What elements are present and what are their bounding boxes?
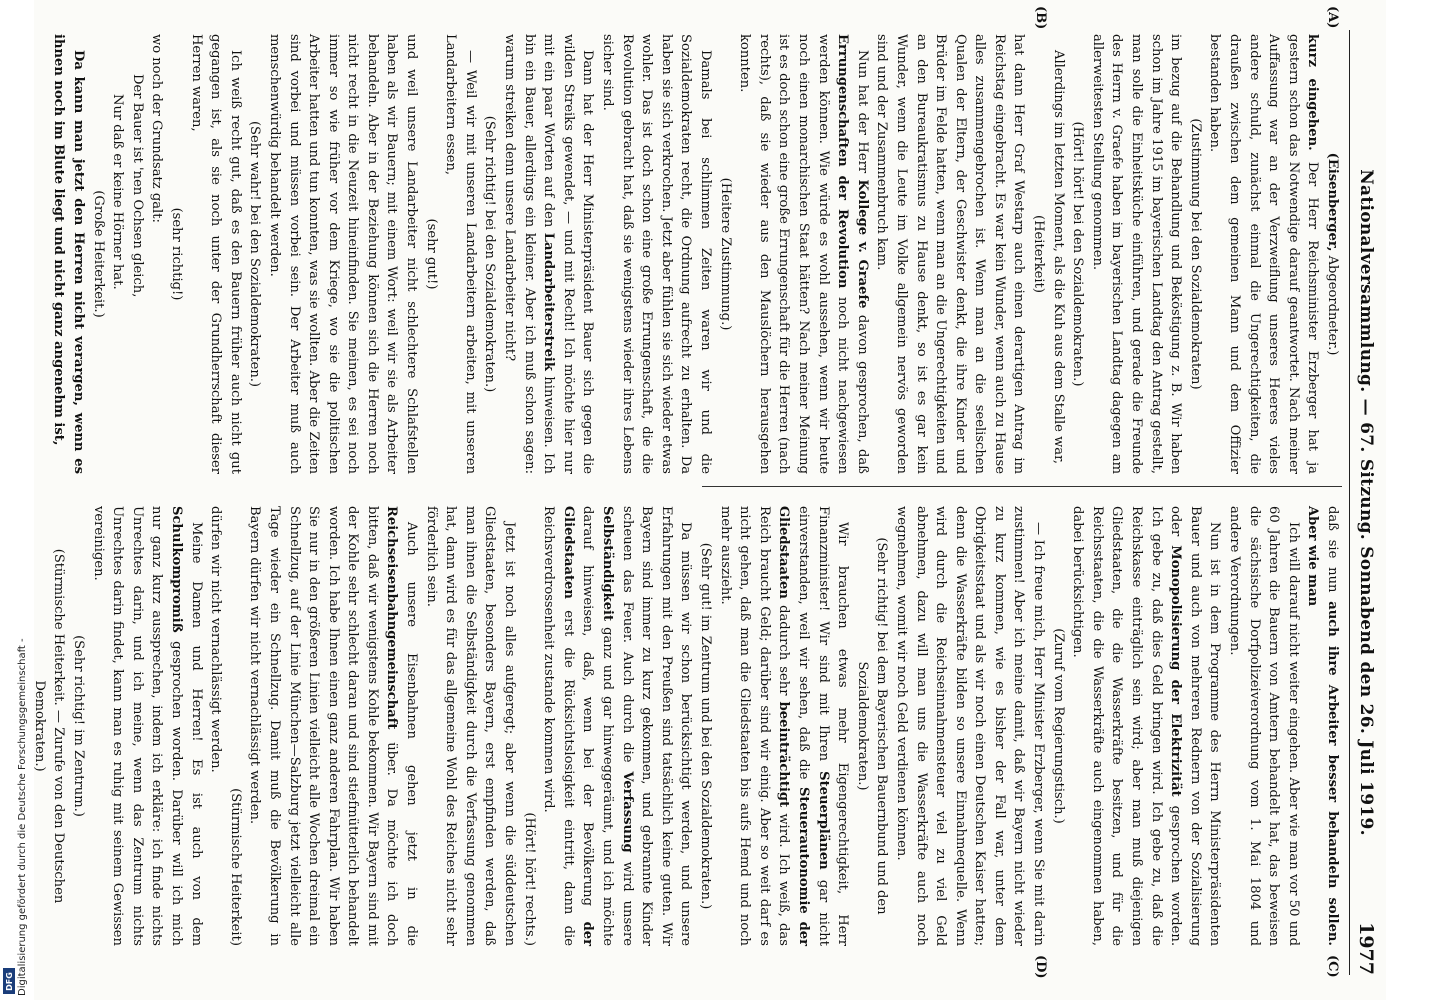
header-title: Nationalversammlung. — 67. Sitzung. Sonnabend den 26. Juli 1919. [1356, 169, 1376, 836]
text-run: Der Herr Reichsminister Erzberger hat ja gestern schon das Notwendige darauf geantwortet. Nach meiner Auffassung war an der Verzweiflung unseres Heeres vieles andere schuld, zunächst einmal die Ungerechtigkeiten, die draußen zwischen dem gemeinen Mann und dem Offizier bestanden haben. [1207, 34, 1321, 474]
page-number: 1977 [1355, 922, 1377, 975]
paragraph: Ich will darauf nicht weiter eingehen. Aber wie man vor 50 und 60 Jahren die Bauern von Amtern behandelt hat, das beweisen die sächsische Dorfpolizeiverordnung vom 1. Mai 1804 und andere Verordnungen. [1227, 506, 1301, 946]
paragraph [539, 506, 696, 946]
text-run: wird. Ich weiß, das Reich braucht Geld; darüber sind wir einig. Aber so weit darf es nicht gehen, daß man die Gliedstaaten bis aufs Hemd und noch mehr auszieht. [717, 506, 792, 946]
text-run: erst die Rücksichtslosigkeit eintritt, dann die Reichsverdrossenheit zustande kommen wird. [541, 506, 576, 946]
dfg-logo-text: DFG [4, 971, 14, 991]
paragraph: wo noch der Grundsatz galt: [149, 34, 165, 223]
bold-run: Steuerplänen [815, 771, 831, 870]
text-run: gar nicht einverstanden, weil wir sehen, daß die [795, 506, 831, 947]
bold-run: Da kann man jetzt den Herren nicht verargen, wenn es ihnen noch im Blute liegt und nicht ganz angenehm ist, [51, 34, 86, 474]
text-run: wird unsere [619, 861, 635, 946]
paragraph: im bezug auf die Behandlung und Beköstigung z. B. Wir haben schon im Jahre 1915 im bayerischen Landtag den Antrag gestellt, man solle die Einheitsküche einführen, und gerade die Freunde des Herrn v. Graefe haben im bayerischen Landtag dagegen am allerweitesten Stellung genommen. [1089, 34, 1184, 474]
margin-marker-a: (A) [1325, 6, 1340, 29]
interjection: (sehr gut!) [423, 218, 439, 290]
bold-run: beeinträchtigt [776, 701, 792, 808]
paragraph [499, 34, 597, 474]
bold-run: Schulkompromiß [168, 506, 184, 633]
speaker-name: (Eisenberger, [1325, 152, 1340, 252]
paragraph: Jetzt ist noch alles aufgeregt; aber wenn die süddeutschen Gliedstaaten, besonders Bayern, erst empfinden werden, daß man ihnen die Selbständigkeit durch die Verfassung genommen hat, dann wird es für das allgemeine Wohl des Reiches nicht sehr förderlich sein. [423, 506, 518, 946]
text-run: dadurch sehr [776, 605, 792, 696]
page-header [1349, 30, 1380, 975]
text-run: Wir brauchen etwas mehr Eigengerechtigkeit, Herr Finanzminister! Wir sind mit Ihren [815, 506, 851, 946]
interjection: (Stürmische Heiterkeit) [227, 788, 243, 946]
paragraph [49, 34, 88, 474]
verse-line: Nur daß er keine Hörner hat. [110, 94, 126, 290]
text-run: Dann hat der Herr Ministerpräsident Bauer sich gegen die wilden Streiks gewendet, — und mit Recht! Ich möchte hier nur mit ein paar Worten auf den [541, 34, 596, 474]
bold-run: Errungenschaften der Revolution [835, 34, 851, 289]
bold-run: Monopolisierung der Elektrizität [1168, 545, 1184, 797]
paragraph: dürfen wir nicht vernachlässigt werden. [208, 506, 224, 773]
bold-run: Reichseisenbahngemeinschaft [384, 506, 400, 730]
dfg-logo [3, 968, 15, 994]
digitization-credit [4, 606, 28, 996]
interjection: (Hört! hört! bei den Sozialdemokraten.) [1070, 121, 1086, 387]
interjection: (Zustimmung bei den Sozialdemokraten) [1187, 118, 1203, 390]
digitization-note: Digitalisierung gefördert durch die Deutsche Forschungsgemeinschaft - [17, 638, 28, 996]
paragraph [1205, 34, 1323, 474]
speaker-role: Abgeordneter.) [1325, 255, 1340, 356]
bold-run: Verfassung [619, 771, 635, 853]
interjection: (Stürmische Heiterkeit. — Zurufe von den Deutschen Demokraten.) [31, 548, 67, 904]
text-run: über. Da möchte ich doch bitten, daß wir wenigstens Kohle bekommen. Wir Bayern sind mit der Kohle sehr schlecht daran und sind stiefmütterlich behandelt worden. Ich habe Ihnen einen ganz anderen Fahrplan. Wir haben Sie nur in den größeren Linien vielleicht alle Wochen dreimal ein Schnellzug, auf der Linie München—Salzburg jetzt vielleicht alle Tage wieder ein Schnellzug. Damit muß die Bevölkerung in Bayern dürfen wir nicht vernachlässigt werden. [247, 506, 400, 946]
paragraph: und weil unsere Landarbeiter nicht schlechtere Schlafstellen haben als wir Bauern; mit einem Wort: weil wir sie als Arbeiter behandeln. Aber in der Beziehung können sich die Herren noch nicht recht in die Neuzeit hineinfinden. Sie meinen, es sei noch immer so wie früher vor dem Kriege, wo sie die politischen Arbeiter hatten und tun konnten, was sie wollten. Aber die Zeiten sind vorbei und müssen vorbei sein. Der Arbeiter muß auch menschenwürdig behandelt werden. [266, 34, 420, 474]
margin-marker-c: (C) [1325, 955, 1340, 978]
interjection: (Sehr richtig! bei den Sozialdemokraten.) [482, 115, 498, 393]
interjection: (Sehr wahr! bei den Sozialdemokraten.) [247, 120, 263, 388]
column-divider [702, 486, 1342, 487]
paragraph [245, 506, 421, 946]
text-run: Nun ist in dem Programme des Herrn Ministerpräsidenten Bauer und auch von mehreren Rednern von der Sozialisierung oder [1168, 506, 1223, 946]
interjection: (Heitere Zustimmung.) [717, 177, 733, 331]
paragraph [735, 34, 872, 474]
paragraph [1068, 506, 1225, 946]
verse-line: Der Bauer ist 'nen Ochsen gleich, [129, 74, 145, 298]
margin-marker-b: (B) [1033, 6, 1048, 30]
text-run: daß sie nun [1325, 506, 1340, 593]
paragraph: — Weil wir mit unseren Landarbeitern arbeiten, mit unseren Landarbeitern essen, [443, 34, 478, 474]
interjection: (sehr richtig!) [168, 207, 184, 301]
bold-run: der Gliedstaaten [560, 506, 596, 946]
paragraph: Allerdings im letzten Moment, als die Kuh aus dem Stalle war, [1050, 50, 1066, 465]
text-run: gesprochen worden. Ich gebe zu, daß dies Geld bringen wird. Ich gebe zu, daß die Reichskasse einträglich sein wird; aber man muß diejenigen Gliedstaaten, die die Wasserkräfte besitzen, und für die Reichsstaaten, die die Wasserkräfte auch eingenommen haben, dabei berücksichtigen. [1070, 506, 1184, 946]
text-run: noch nicht nachgewiesen werden können. Wie würde es wohl aussehen, wenn wir heute noch einen monarchischen Staat hätten? Nach meiner Meinung ist es doch schon eine große Errungenschaft für die Herren (nach rechts), daß sie wieder aus den Mauslöchern herausgehen konnten. [737, 34, 851, 474]
interjection: (Heiterkeit) [1031, 215, 1047, 293]
margin-marker-d: (D) [1033, 955, 1048, 979]
text-run: Nun hat der Herr [854, 50, 870, 174]
paragraph [88, 506, 206, 946]
document-page [31, 0, 1386, 1000]
paragraph [715, 506, 852, 946]
bold-run: auch ihre Arbeiter besser behandeln sollen. [1325, 601, 1340, 946]
text-run: Da müssen wir schon berücksichtigt werden, und unsere Erfahrungen mit den Preußen sind tatsächlich keine guten. Wir Bayern sind immer zu kurz gekommen, und gebrannte Kinder scheuen das Feuer. Auch durch die [619, 506, 694, 946]
interjection: (Sehr richtig! bei dem Bayerischen Bauernbund und den Sozialdemokraten.) [854, 537, 890, 915]
paragraph [1303, 506, 1342, 946]
text-run: hinweisen. Ich bin ein Bauer, allerdings ein kleiner. Aber ich muß schon sagen: warum streiken denn unsere Landarbeiter nicht? [502, 34, 557, 474]
paragraph: Damals bei schlimmen Zeiten waren wir und die Sozialdemokraten recht, die Ordnung aufrecht zu erhalten. Da haben sie sich verkrochen. Jetzt aber fühlen sie sich wieder etwas wohler. Das ist doch schon eine große Errungenschaft, die die Revolution gebracht hat, daß sie wenigstens wieder ihres Lebens sicher sind. [600, 34, 713, 474]
left-column [49, 34, 1342, 474]
bold-run: kurz eingehen. [1305, 34, 1321, 151]
interjection: (Große Heiterkeit.) [90, 190, 106, 318]
interjection: (Zuruf vom Regierungstisch.) [1050, 628, 1066, 824]
bold-run: Kollege v. Graefe [854, 179, 870, 309]
bold-run: Selbständigkeit [600, 506, 616, 622]
bold-run: Steuerautonomie der Gliedstaaten [776, 506, 811, 946]
speaker-line [1322, 34, 1342, 474]
interjection: (Sehr gut! im Zentrum und bei den Sozialdemokraten.) [698, 542, 713, 910]
text-run: Meine Damen und Herren! Es ist auch von dem [188, 522, 204, 946]
interjection: (Hört! hört! rechts.) [521, 812, 537, 946]
text-run: Auch unsere Eisenbahnen gehen jetzt in die [404, 522, 420, 946]
text-run: gesprochen worden. Darüber will ich mich nur ganz kurz aussprechen, indem ich erkläre: ich finde nichts Unrechtes darin, und ich meine, wenn das Zentrum nichts Unrechtes darin findet, kann man es ruhig mit seinem Gewissen vereinigen. [90, 506, 184, 946]
text-run: davon gesprochen, daß [854, 314, 870, 474]
bold-run: Landarbeiterstreik [541, 232, 557, 371]
text-run: ganz und gar hinweggeräumt, und ich möchte darauf hinweisen, daß, wenn bei der Bevölkerung [580, 506, 616, 947]
paragraph: — Ich freue mich, Herr Minister Erzberger, wenn Sie mit darin zustimmen! Aber ich meine damit, daß wir Bayern nicht wieder zu kurz kommen, wie es bisher der Fall war, unter dem Obrigkeitsstaat und als wir noch einen Deutschen Kaiser hatten; denn die Wasserkräfte bilden so unsere Einnahmequelle. Wenn wird durch die Reichseinnahmensteuer viel zu viel Geld abnehmen, dazu will man uns die Wasserkräfte auch noch wegnehmen, womit wir noch Geld verdienen können. [893, 506, 1047, 946]
paragraph: hat dann Herr Graf Westarp auch einen derartigen Antrag im Reichstag eingebracht. Es war kein Wunder, wenn auch zu Hause alles zusammengebrochen ist. Wenn man an die seelischen Qualen der Eltern, der Geschwister denkt, die ihre Kinder und Brüder im Felde hatten, wenn man an die Ungerechtigkeiten und an den Bureaukratismus zu Hause denkt, so ist es gar kein Wunder, wenn die Leute im Volke allgemein nervös geworden sind und der Zusammenbruch kam. [874, 34, 1027, 474]
right-column [29, 506, 1342, 946]
paragraph: Ich weiß recht gut, daß es den Bauern früher auch nicht gut gegangen ist, als sie noch unter der Grundherrschaft dieser Herren waren, [188, 34, 243, 474]
bold-run: Aber wie man [1305, 506, 1321, 607]
interjection: (Sehr richtig! im Zentrum.) [71, 635, 86, 817]
